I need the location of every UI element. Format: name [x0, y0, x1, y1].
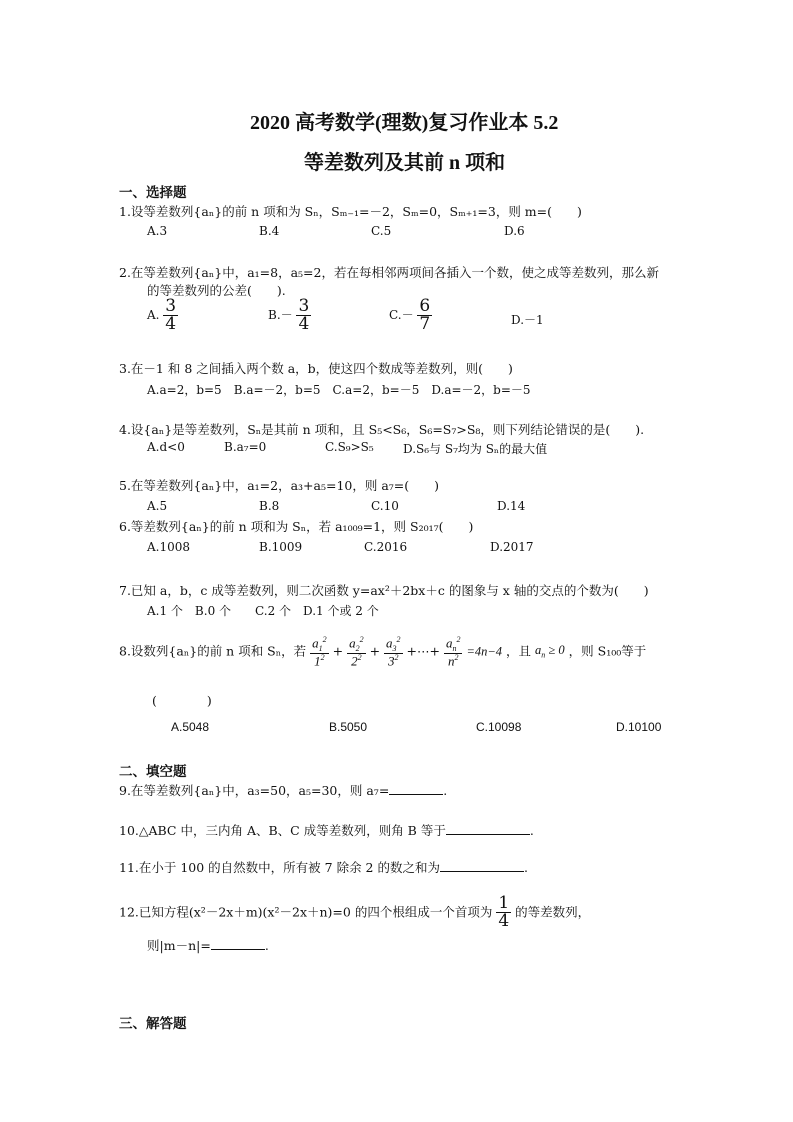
question-12-line2: [147, 936, 269, 954]
q11-end: .: [524, 860, 528, 875]
question-7: 7.已知 a，b，c 成等差数列，则二次函数 y=ax²＋2bx＋c 的图象与 x 轴的交点的个数为( ): [119, 583, 649, 598]
q4-option-d: D.S₆与 S₇均为 Sₙ的最大值: [403, 442, 548, 456]
q9-answer-blank[interactable]: [389, 782, 443, 795]
q8-suffix: ，则 S₁₀₀等于: [568, 643, 647, 659]
question-12: [119, 895, 590, 930]
page-title: 2020 高考数学(理数)复习作业本 5.2: [250, 112, 559, 134]
q2-option-a: A. $\frac{3}{4}$: [147, 296, 177, 334]
question-2-line2: 的等差数列的公差( ).: [147, 283, 286, 298]
question-3: 3.在－1 和 8 之间插入两个数 a，b，使这四个数成等差数列，则( ): [119, 361, 513, 376]
page-subtitle: 等差数列及其前 n 项和: [304, 152, 506, 174]
fraction-6-7: $\frac{6}{7}$: [419, 296, 431, 334]
q8-option-a: A.5048: [171, 720, 210, 734]
q12-prefix: 12.已知方程(x²－2x＋m)(x²－2x＋n)=0 的四个根组成一个首项为: [119, 904, 493, 920]
q1-option-d: D.6: [504, 224, 525, 238]
q1-option-a: A.3: [147, 224, 168, 238]
q12-suffix: 的等差数列，: [515, 904, 591, 920]
q5-option-c: C.10: [371, 499, 399, 513]
question-8: 8.设数列{aₙ}的前 n 项和 Sₙ，若 $\frac{a_1^2}{1^2}$ + $\frac{a_2^2}{2^2}$ + $\frac{a_3^2}{3^2}$ +⋯+ $\frac{a_n^2}{n^2}$ =4n−4 ，且 $a_n \ge 0$ ，则 S₁₀₀等于: [119, 635, 647, 669]
question-10: [119, 821, 534, 839]
formula-term-n: $\frac{a_n^2}{n^2}$: [445, 635, 461, 669]
fraction-3-4: $\frac{3}{4}$: [298, 296, 310, 334]
q4-option-a: A.d<0: [147, 440, 185, 454]
q8-condition: ，且: [506, 643, 532, 659]
q6-option-b: B.1009: [259, 540, 303, 554]
q11-text: 11.在小于 100 的自然数中，所有被 7 除余 2 的数之和为: [119, 860, 440, 875]
question-9: [119, 781, 447, 799]
question-1: 1.设等差数列{aₙ}的前 n 项和为 Sₙ，Sₘ₋₁=－2，Sₘ=0，Sₘ₊₁=3，则 m=( ): [119, 204, 582, 219]
question-2-line1: 2.在等差数列{aₙ}中，a₁=8，a₅=2，若在每相邻两项间各插入一个数，使之成等差数列，那么新: [119, 265, 659, 280]
q12-end: .: [264, 938, 269, 953]
q1-option-c: C.5: [371, 224, 392, 238]
q6-option-d: D.2017: [490, 540, 534, 554]
q6-option-c: C.2016: [364, 540, 408, 554]
q12-answer-blank[interactable]: [211, 937, 265, 950]
formula-term-3: $\frac{a_3^2}{3^2}$: [386, 635, 401, 669]
q2-option-b: B.－ $\frac{3}{4}$: [268, 296, 310, 334]
q8-option-b: B.5050: [329, 720, 368, 734]
q5-option-d: D.14: [497, 499, 526, 513]
q10-answer-blank[interactable]: [446, 822, 530, 835]
q3-options: A.a=2，b=5 B.a=－2，b=5 C.a=2，b=－5 D.a=－2，b=－5: [147, 383, 531, 397]
formula-condition: $a_n \ge 0$: [535, 642, 565, 660]
q10-text: 10.△ABC 中，三内角 A、B、C 成等差数列，则角 B 等于: [119, 823, 446, 838]
q8-option-d: D.10100: [616, 720, 662, 734]
q9-end: .: [443, 783, 448, 798]
fraction-1-4: $\frac{1}{4}$: [498, 893, 510, 931]
section-fill-heading: 二、填空题: [119, 764, 187, 780]
q8-answer-paren: ( ): [152, 693, 212, 708]
section-solve-heading: 三、解答题: [119, 1016, 187, 1032]
question-11: [119, 858, 528, 876]
formula-term-2: $\frac{a_2^2}{2^2}$: [349, 635, 364, 669]
question-5: 5.在等差数列{aₙ}中，a₁=2，a₃+a₅=10，则 a₇=( ): [119, 478, 440, 493]
q10-end: .: [529, 823, 534, 838]
q1-option-b: B.4: [259, 224, 280, 238]
question-6: 6.等差数列{aₙ}的前 n 项和为 Sₙ，若 a₁₀₀₉=1，则 S₂₀₁₇( ): [119, 519, 474, 534]
q8-option-c: C.10098: [476, 720, 522, 734]
q5-option-a: A.5: [147, 499, 168, 513]
q7-options: A.1 个 B.0 个 C.2 个 D.1 个或 2 个: [147, 604, 379, 618]
formula-term-1: $\frac{a_1^2}{1^2}$: [312, 635, 327, 669]
question-4: 4.设{aₙ}是等差数列，Sₙ是其前 n 项和，且 S₅<S₆，S₆=S₇>S₈，则下列结论错误的是( ).: [119, 422, 645, 437]
q4-option-c: C.S₉>S₅: [325, 440, 374, 454]
q5-option-b: B.8: [259, 499, 280, 513]
q12-line2-text: 则|m－n|=: [147, 938, 211, 953]
q11-answer-blank[interactable]: [440, 859, 524, 872]
q9-text: 9.在等差数列{aₙ}中，a₃=50，a₅=30，则 a₇=: [119, 783, 390, 798]
fraction-3-4: $\frac{3}{4}$: [165, 296, 177, 334]
q8-prefix: 8.设数列{aₙ}的前 n 项和 Sₙ，若: [119, 643, 307, 659]
q2-option-c: C.－ $\frac{6}{7}$: [389, 296, 431, 334]
formula-rhs: =4n−4: [466, 644, 503, 659]
q2-option-d: D.－1: [511, 313, 544, 327]
q4-option-b: B.a₇=0: [224, 440, 267, 454]
section-choice-heading: 一、选择题: [119, 185, 187, 201]
q6-option-a: A.1008: [147, 540, 191, 554]
